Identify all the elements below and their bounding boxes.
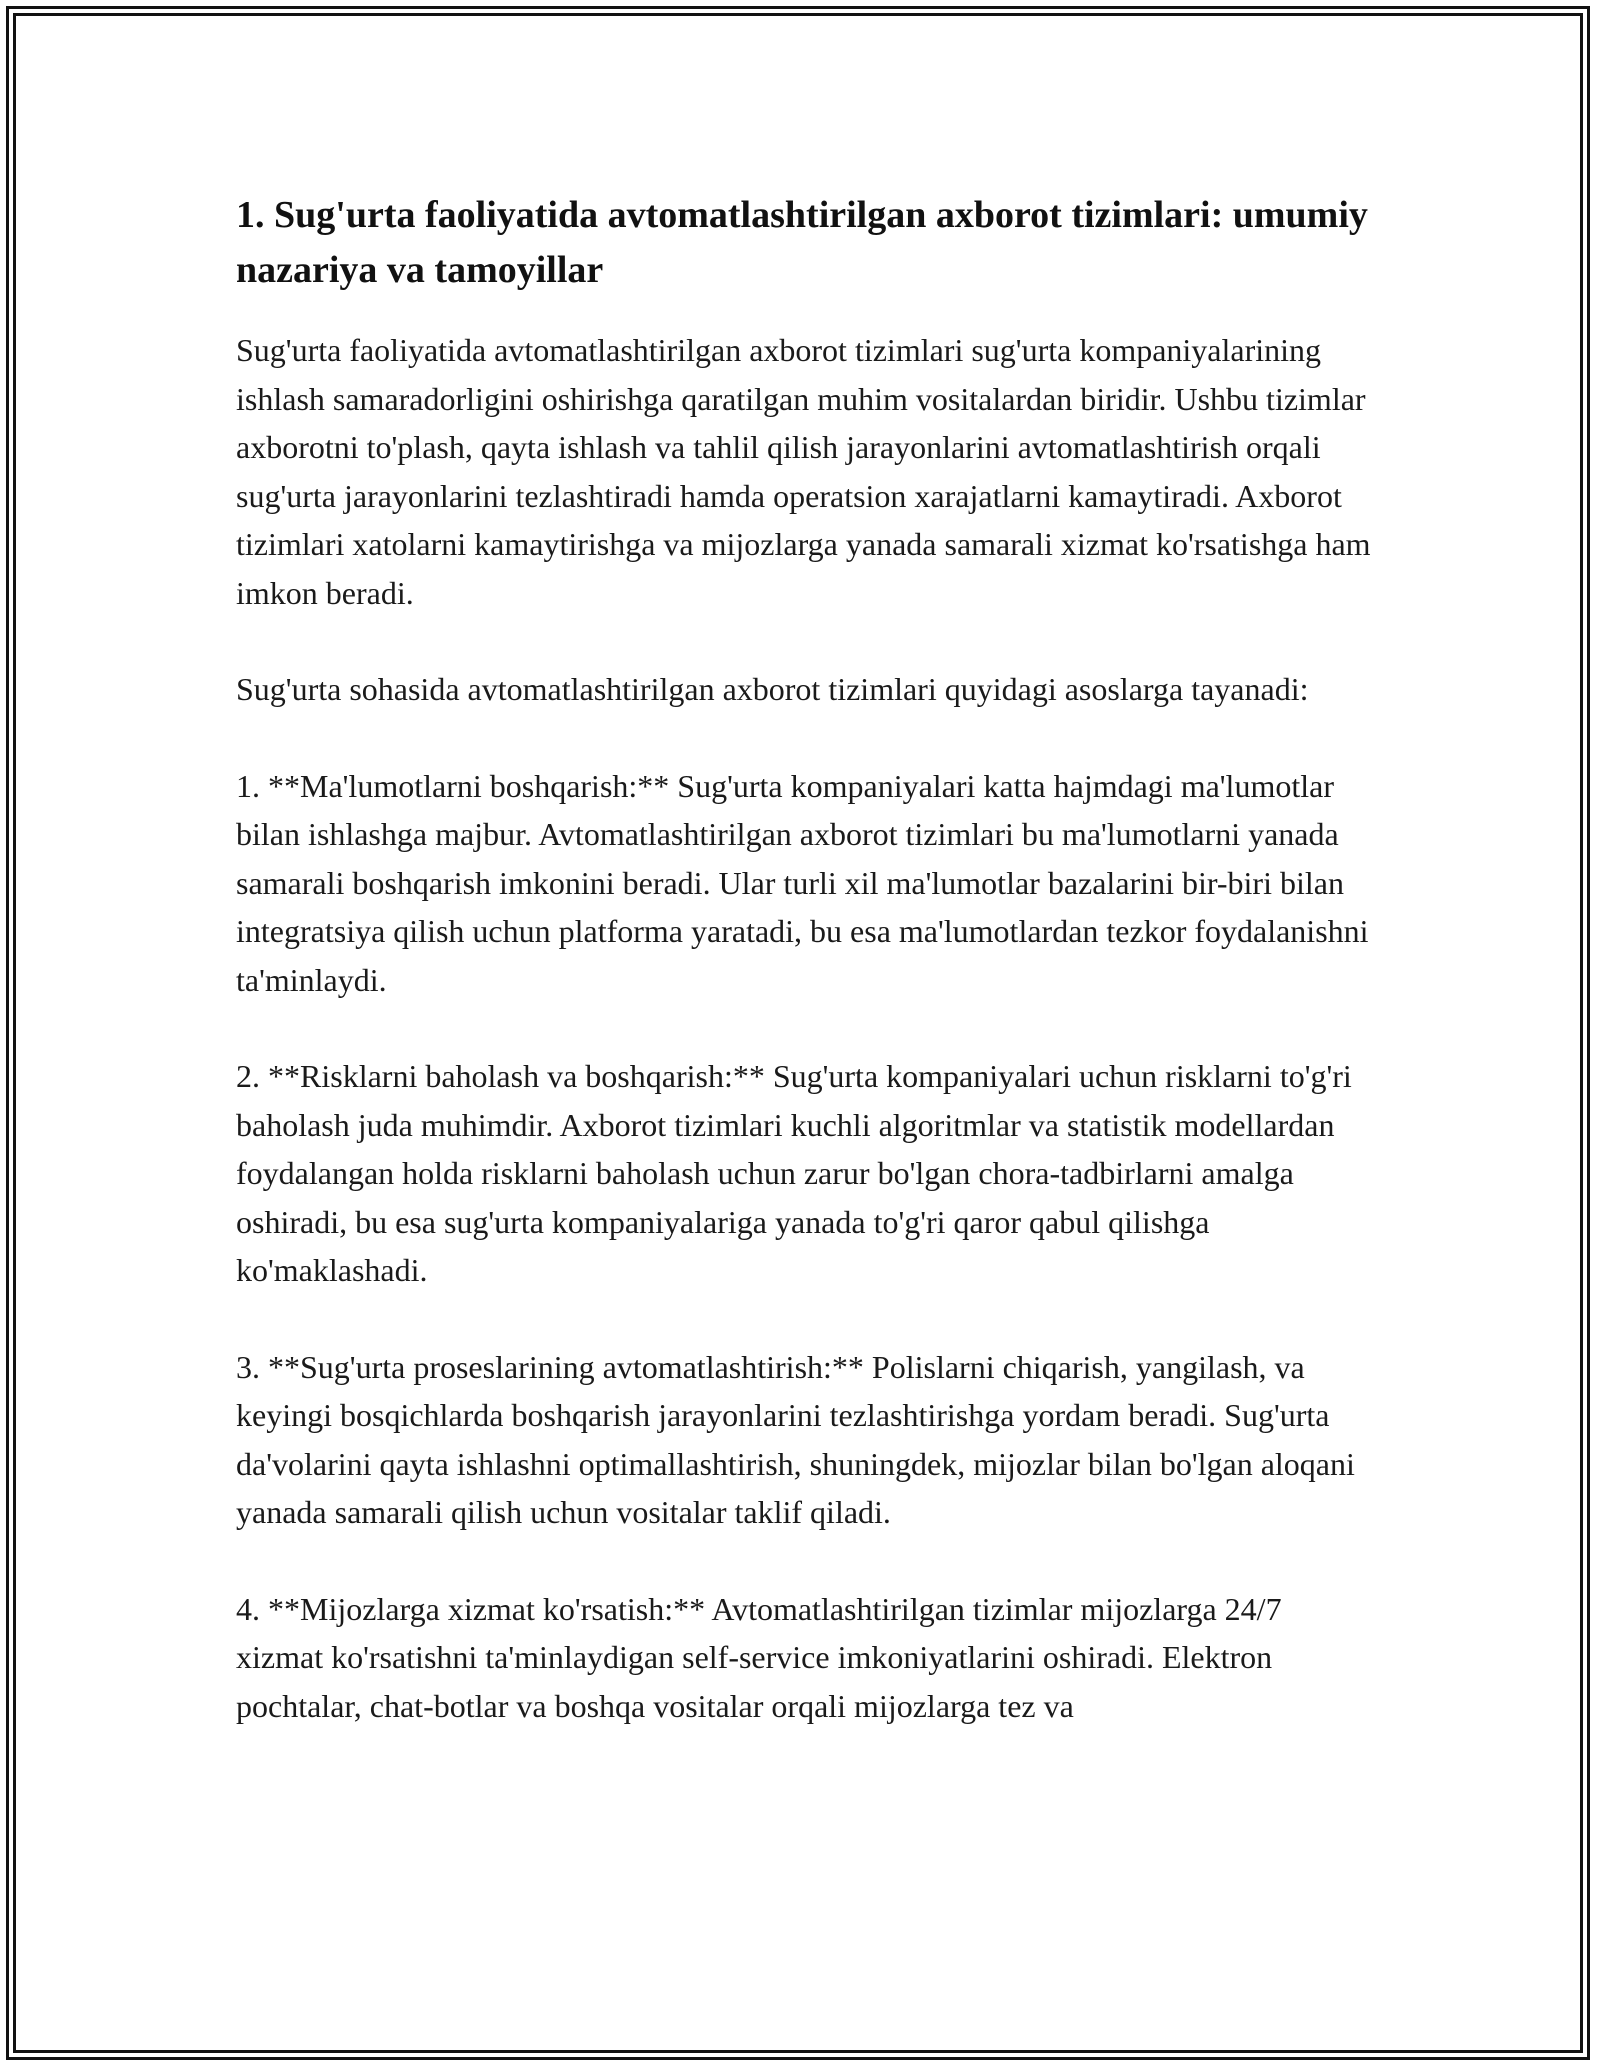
list-item-risk-assessment: 2. **Risklarni baholash va boshqarish:** Sug'urta kompaniyalari uchun risklarni to'g'ri baholash juda muhimdir. Axborot tizimlari kuchli algoritmlar va statistik modellardan foydalangan holda risklarni baholash uchun zarur bo'lgan chora-tadbirlarni amalga oshiradi, bu esa sug'urta kompaniyalariga yanada to'g'ri qaror qabul qilishga ko'maklashadi. [236,1058,1352,1288]
intro-paragraph: Sug'urta faoliyatida avtomatlashtirilgan axborot tizimlari sug'urta kompaniyalarining ishlash samaradorligini oshirishga qaratilgan muhim vositalardan biridir. Ushbu tizimlar axborotni to'plash, qayta ishlash va tahlil qilish jarayonlarini avtomatlashtirish orqali sug'urta jarayonlarini tezlashtiradi hamda operatsion xarajatlarni kamaytiradi. Axborot tizimlari xatolarni kamaytirishga va mijozlarga yanada samarali xizmat ko'rsatishga ham imkon beradi. [236,332,1371,611]
list-item-process-automation: 3. **Sug'urta proseslarining avtomatlashtirish:** Polislarni chiqarish, yangilash, va keyingi bosqichlarda boshqarish jarayonlarini tezlashtirishga yordam beradi. Sug'urta da'volarini qayta ishlashni optimallashtirish, shuningdek, mijozlar bilan bo'lgan aloqani yanada samarali qilish uchun vositalar taklif qiladi. [236,1348,1355,1530]
section-title: 1. Sug'urta faoliyatida avtomatlashtirilgan axborot tizimlari: umumiy nazariya va tamoyillar [236,194,1368,291]
document-body [236,188,1376,1778]
list-item-customer-service: 4. **Mijozlarga xizmat ko'rsatish:** Avtomatlashtirilgan tizimlar mijozlarga 24/7 xizmat ko'rsatishni ta'minlaydigan self-service imkoniyatlarini oshiradi. Elektron pochtalar, chat-botlar va boshqa vositalar orqali mijozlarga tez va [236,1590,1282,1724]
foundations-lead-paragraph: Sug'urta sohasida avtomatlashtirilgan axborot tizimlari quyidagi asoslarga tayanadi: [236,671,1309,707]
list-item-data-management: 1. **Ma'lumotlarni boshqarish:** Sug'urta kompaniyalari katta hajmdagi ma'lumotlar bilan ishlashga majbur. Avtomatlashtirilgan axborot tizimlari bu ma'lumotlarni yanada samarali boshqarish imkonini beradi. Ular turli xil ma'lumotlar bazalarini bir-biri bilan integratsiya qilish uchun platforma yaratadi, bu esa ma'lumotlardan tezkor foydalanishni ta'minlaydi. [236,767,1369,998]
